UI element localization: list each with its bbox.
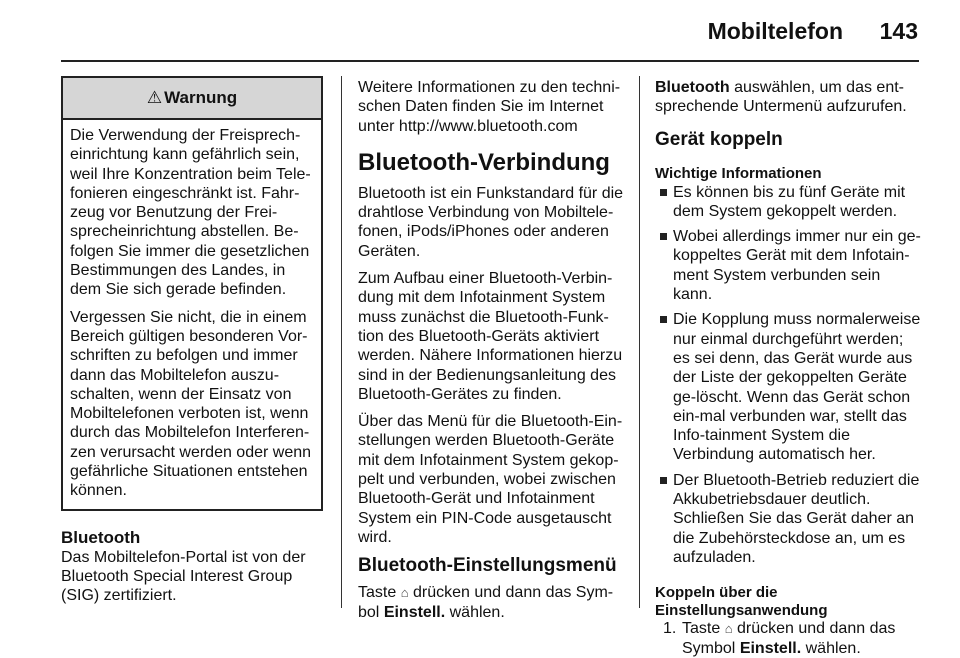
warning-header bbox=[63, 78, 321, 120]
bullet-square-icon bbox=[660, 233, 667, 240]
warning-paragraph-1: Die Verwendung der Freisprech-einrichtung kann gefährlich sein, weil Ihre Konzentration beim Tele-fonieren eingeschränkt ist. Fahr-zeug vor Benutzung der Frei-sprecheinrichtung abstellen. Be-folgen Sie immer die gesetzlichen Bestimmungen des Landes, in dem Sie sich gerade befinden. bbox=[70, 127, 311, 299]
pair-settings-heading: Koppeln über die Einstellungsanwendung bbox=[655, 584, 828, 619]
home-icon: ⌂ bbox=[724, 621, 733, 637]
list-item: Es können bis zu fünf Geräte mit dem System gekoppelt werden. bbox=[655, 183, 921, 222]
column-divider-1 bbox=[341, 76, 342, 608]
list-item: Der Bluetooth-Betrieb reduziert die Akkubetriebsdauer deutlich. Schließen Sie das Gerät daher an die Zubehörsteckdose an, um es aufzuladen. bbox=[655, 471, 921, 567]
column-1 bbox=[61, 76, 323, 606]
warning-paragraph-2: Vergessen Sie nicht, die in einem Bereich gültigen besonderen Vor-schriften zu befolgen und immer dann das Mobiltelefon auszu-schalten, wenn der Einsatz von Mobiltelefonen verboten ist, wenn durch das Mobiltelefon Interferen-zen verursacht werden oder wenn gefährliche Situationen entstehen können. bbox=[70, 308, 312, 500]
connection-paragraph-3: Über das Menü für die Bluetooth-Ein-stellungen werden Bluetooth-Geräte mit dem Infotainment System gekop-pelt und verbunden, wobei zwischen Bluetooth-Gerät und Infotainment System ein PIN-Code ausgetauscht wird. bbox=[358, 413, 623, 546]
warning-body bbox=[63, 120, 321, 509]
warning-box bbox=[61, 76, 323, 511]
bluetooth-text: Das Mobiltelefon-Portal ist von der Bluetooth Special Interest Group (SIG) zertifiziert. bbox=[61, 548, 306, 605]
column-2 bbox=[358, 78, 624, 622]
warning-title: Warnung bbox=[164, 88, 238, 108]
connection-paragraph-1: Bluetooth ist ein Funkstandard für die drahtlose Verbindung von Mobiltele-fonen, iPods/iPhones oder anderen Geräten. bbox=[358, 184, 624, 260]
list-item: Die Kopplung muss normalerweise nur einmal durchgeführt werden; es sei denn, das Gerät wurde aus der Liste der gekoppelten Geräte ge-löscht. Wenn das Gerät schon ein-mal verbunden war, stellt das Info-tainment System die Verbindung automatisch her. bbox=[655, 310, 921, 464]
header-rule bbox=[61, 60, 919, 62]
list-item: Wobei allerdings immer nur ein ge-koppeltes Gerät mit dem Infotain-ment System verbunden sein kann. bbox=[655, 227, 921, 304]
page-number: 143 bbox=[879, 18, 918, 44]
important-info-heading: Wichtige Informationen bbox=[655, 164, 822, 182]
step-item: 1. Taste ⌂ drücken und dann das Symbol Einstell. wählen. bbox=[663, 620, 896, 657]
settings-menu-text: Taste ⌂ drücken und dann das Sym-bol Einstell. wählen. bbox=[358, 584, 614, 621]
bluetooth-connection-heading: Bluetooth-Verbindung bbox=[358, 148, 610, 176]
warning-triangle-icon: ⚠ bbox=[146, 88, 163, 108]
bullet-square-icon bbox=[660, 477, 667, 484]
bullet-square-icon bbox=[660, 316, 667, 323]
page-title: Mobiltelefon bbox=[707, 18, 843, 44]
intro-paragraph: Bluetooth auswählen, um das ent-sprechende Untermenü aufzurufen. bbox=[655, 79, 907, 116]
home-icon: ⌂ bbox=[400, 585, 409, 601]
column-divider-2 bbox=[639, 76, 640, 608]
settings-menu-heading: Bluetooth-Einstellungsmenü bbox=[358, 555, 617, 577]
connection-paragraph-2: Zum Aufbau einer Bluetooth-Verbin-dung mit dem Infotainment System muss zunächst die Bluetooth-Funk-tion des Bluetooth-Geräts aktiviert werden. Nähere Informationen hierzu sind in der Bedienungsanleitung des Bluetooth-Gerätes zu finden. bbox=[358, 270, 623, 403]
pair-device-heading: Gerät koppeln bbox=[655, 128, 783, 150]
bluetooth-heading: Bluetooth bbox=[61, 527, 141, 547]
column-3 bbox=[655, 78, 921, 658]
intro-paragraph: Weitere Informationen zu den techni-schen Daten finden Sie im Internet unter http://www.bluetooth.com bbox=[358, 79, 621, 135]
page-header bbox=[0, 0, 960, 60]
bullet-square-icon bbox=[660, 189, 667, 196]
